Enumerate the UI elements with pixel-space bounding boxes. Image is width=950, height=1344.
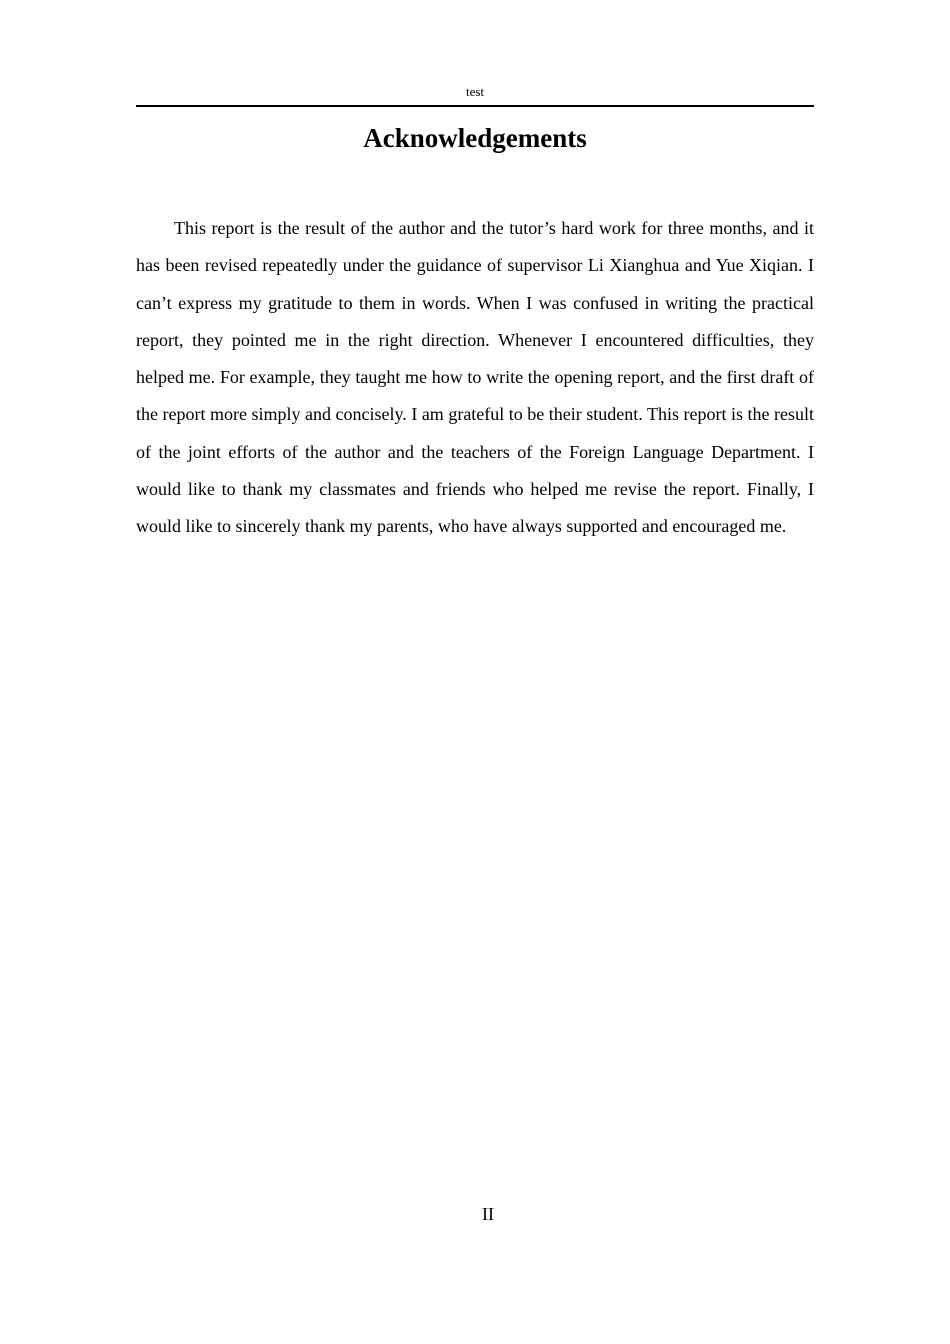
page-number: II [482, 1204, 494, 1224]
page-title: Acknowledgements [363, 123, 587, 153]
running-header: test [465, 84, 485, 99]
acknowledgements-paragraph: This report is the result of the author and the tutor’s hard work for three months, and it has been revised repeatedly under the guidance of supervisor Li Xianghua and Yue Xiqian. I can’t express my gratitude to them in words. When I was confused in writing the practical report, they pointed me in the right direction. Whenever I encountered difficulties, they helped me. For example, they taught me how to write the opening report, and the first draft of the report more simply and concisely. I am grateful to be their student. This report is the result of the joint efforts of the author and the teachers of the Foreign Language Department. I would like to thank my classmates and friends who helped me revise the report. Finally, I would like to sincerely thank my parents, who have always supported and encouraged me. [136, 218, 814, 537]
header-divider [136, 105, 814, 107]
